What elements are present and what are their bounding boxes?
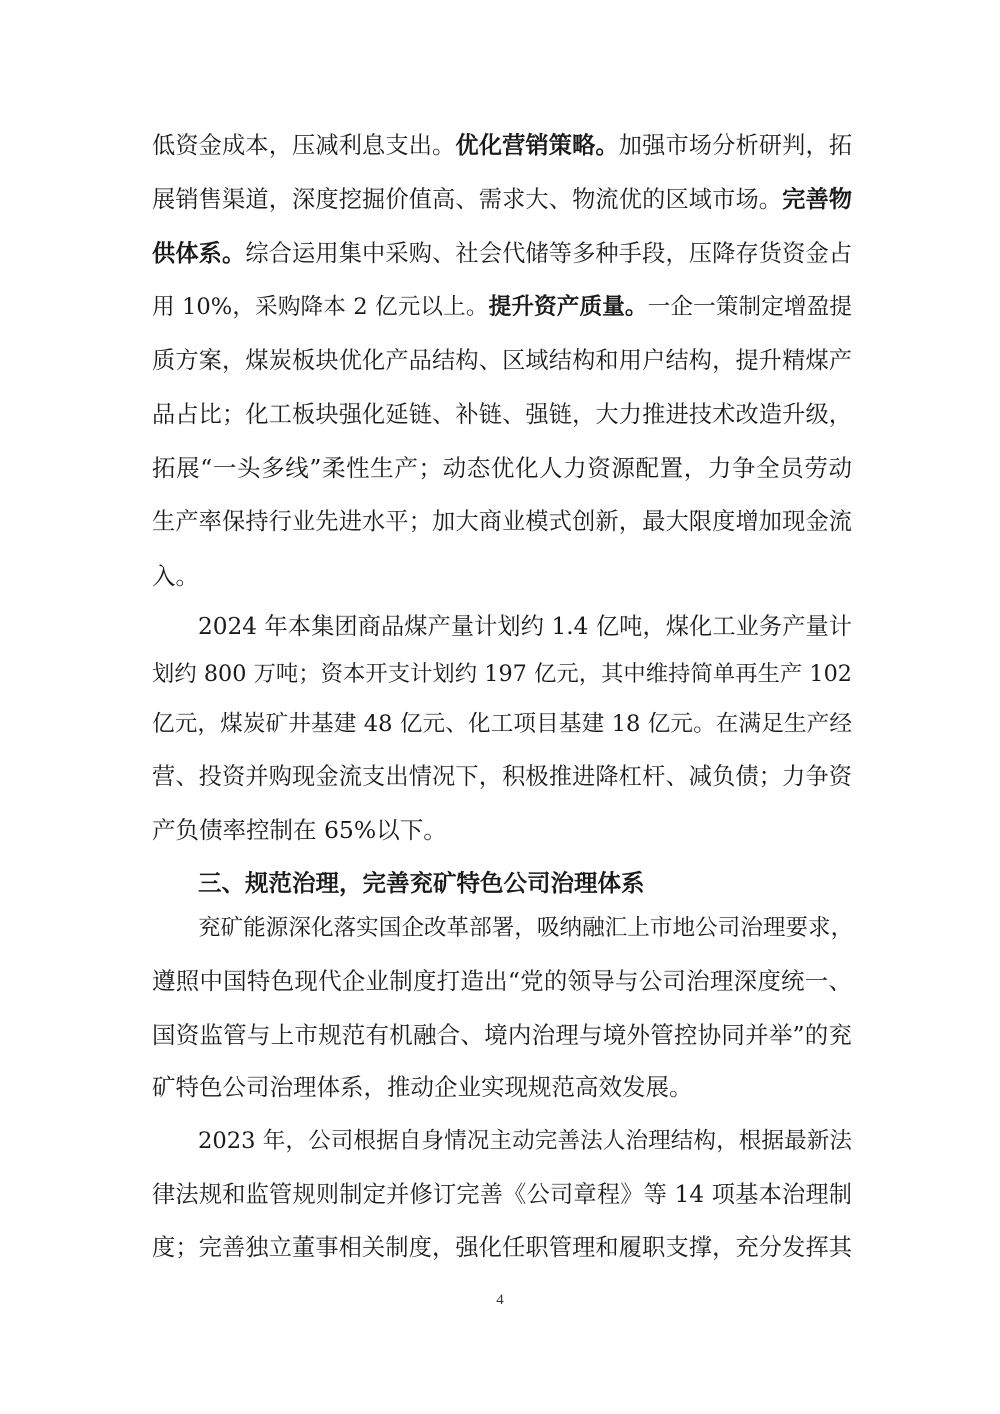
paragraph-line: 质方案，煤炭板块优化产品结构、区域结构和用户结构，提升精煤产: [152, 347, 852, 374]
paragraph-line: 国资监管与上市规范有机融合、境内治理与境外管控协同并举”的兖: [152, 1021, 852, 1049]
paragraph-line: [152, 131, 852, 161]
paragraph-line: [152, 185, 852, 215]
text-run: 低资金成本，压减利息支出。: [152, 132, 456, 159]
bold-keyword: 完善物: [782, 186, 853, 213]
text-run: 综合运用集中采购、社会代储等多种手段，压降存货资金占: [245, 240, 853, 267]
paragraph-line: 度；完善独立董事相关制度，强化任职管理和履职支撑，充分发挥其: [152, 1234, 852, 1261]
paragraph-line: 产负债率控制在 65%以下。: [152, 816, 447, 844]
paragraph-line: 亿元，煤炭矿井基建 48 亿元、化工项目基建 18 亿元。在满足生产经: [152, 711, 852, 737]
paragraph-line: 生产率保持行业先进水平；加大商业模式创新，最大限度增加现金流: [152, 508, 852, 535]
paragraph-line: 律法规和监管规则制定并修订完善《公司章程》等 14 项基本治理制: [152, 1181, 852, 1208]
bold-keyword: 提升资产质量。: [488, 294, 648, 320]
paragraph-line: 兖矿能源深化落实国企改革部署，吸纳融汇上市地公司治理要求，: [198, 915, 854, 941]
bold-keyword: 优化营销策略。: [455, 132, 619, 159]
paragraph-line: 矿特色公司治理体系，推动企业实现规范高效发展。: [152, 1073, 693, 1101]
text-run: 加强市场分析研判，拓: [618, 132, 853, 159]
paragraph-line: [152, 239, 852, 269]
paragraph-line: [152, 292, 852, 322]
paragraph-line: 入。: [152, 562, 199, 590]
paragraph-line: 2023 年，公司根据自身情况主动完善法人治理结构，根据最新法: [198, 1128, 852, 1154]
text-run: 展销售渠道，深度挖掘价值高、需求大、物流优的区域市场。: [152, 186, 783, 213]
page-number: 4: [496, 1292, 504, 1308]
section-heading: 三、规范治理，完善兖矿特色公司治理体系: [198, 869, 645, 897]
paragraph-line: 2024 年本集团商品煤产量计划约 1.4 亿吨，煤化工业务产量计: [198, 613, 852, 640]
paragraph-line: 品占比；化工板块强化延链、补链、强链，大力推进技术改造升级，: [152, 401, 852, 428]
text-run: 一企一策制定增盈提: [647, 294, 853, 320]
paragraph-line: 划约 800 万吨；资本开支计划约 197 亿元，其中维持简单再生产 102: [152, 661, 852, 687]
text-run: 用 10%，采购降本 2 亿元以上。: [152, 294, 489, 320]
bold-keyword: 供体系。: [152, 240, 246, 267]
paragraph-line: 遵照中国特色现代企业制度打造出“党的领导与公司治理深度统一、: [152, 967, 852, 995]
paragraph-line: 营、投资并购现金流支出情况下，积极推进降杠杆、减负债；力争资: [152, 763, 852, 790]
paragraph-line: 拓展“一头多线”柔性生产；动态优化人力资源配置，力争全员劳动: [152, 454, 852, 482]
